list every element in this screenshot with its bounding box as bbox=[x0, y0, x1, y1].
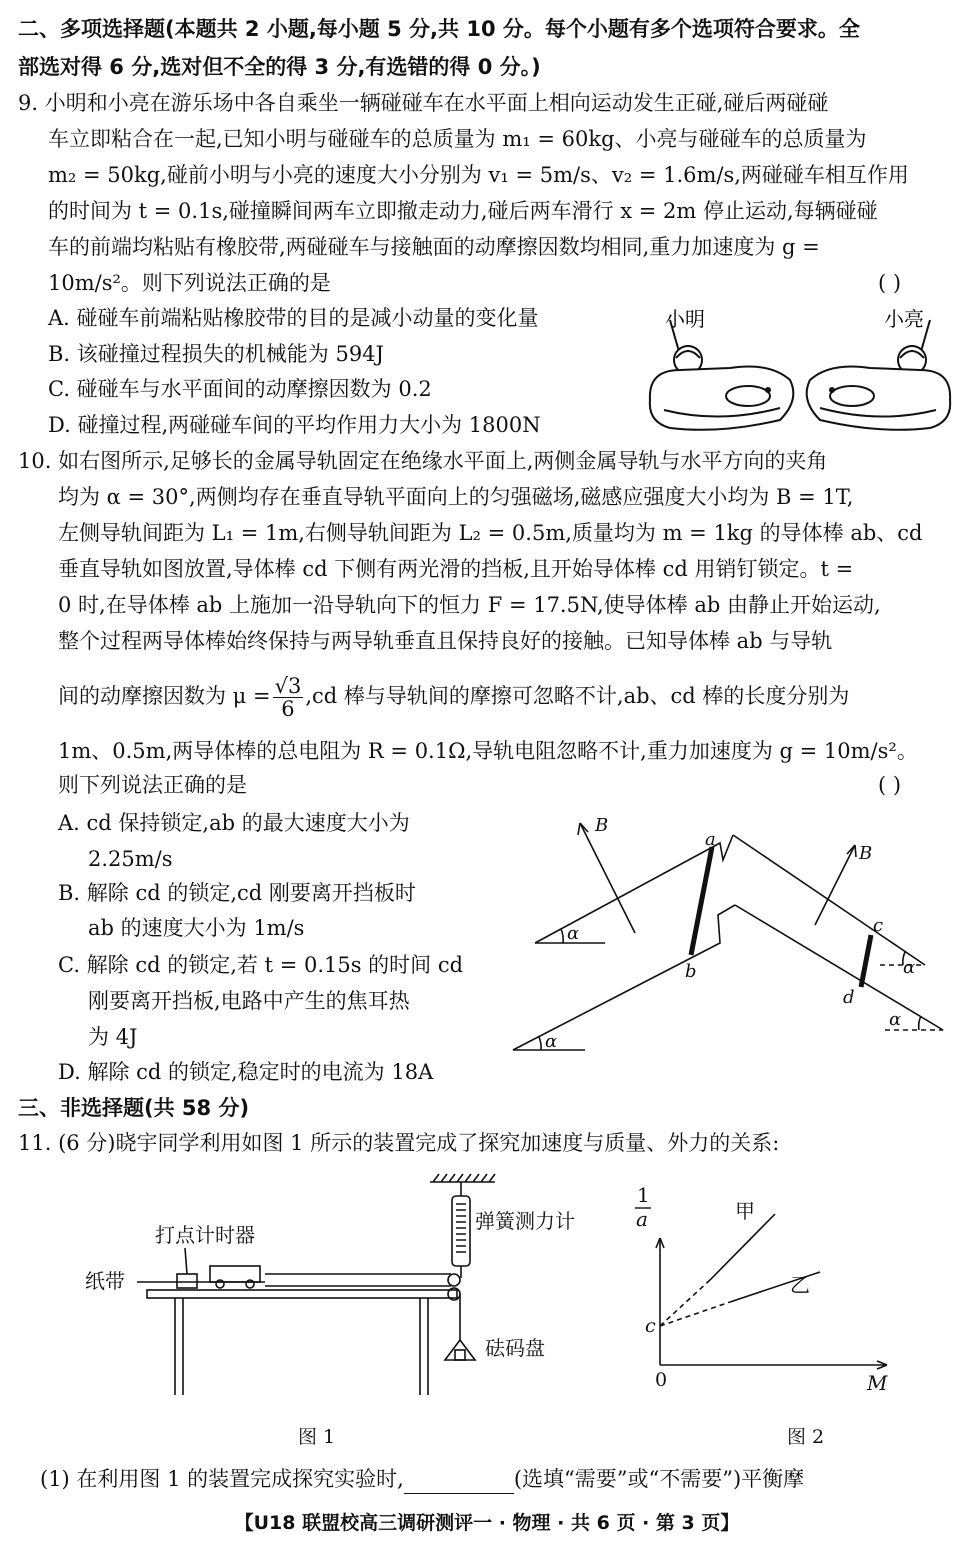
label-a: a bbox=[705, 829, 716, 850]
tape-label: 纸带 bbox=[85, 1269, 125, 1293]
graph-figure bbox=[625, 1180, 905, 1395]
timer-label: 打点计时器 bbox=[155, 1223, 255, 1247]
q10-option-a-cont: 2.25m/s bbox=[88, 847, 173, 871]
q10-line: 1m、0.5m,两导体棒的总电阻为 R = 0.1Ω,导轨电阻忽略不计,重力加速度为 g = 10m/s²。 bbox=[58, 739, 918, 763]
q11-sub1-prefix: (1) 在利用图 1 的装置完成探究实验时, bbox=[40, 1467, 404, 1491]
section2-heading-line2: 部选对得 6 分,选对但不全的得 3 分,有选错的得 0 分。) bbox=[18, 55, 541, 79]
q9-option-b: B. 该碰撞过程损失的机械能为 594J bbox=[48, 342, 384, 366]
q11-sub1 bbox=[40, 1464, 804, 1494]
q10-line: 则下列说法正确的是 bbox=[58, 773, 247, 797]
q9-line: 10m/s²。则下列说法正确的是 bbox=[48, 271, 331, 295]
q10-option-a: A. cd 保持锁定,ab 的最大速度大小为 bbox=[58, 811, 410, 835]
xiaoliang-label: 小亮 bbox=[884, 307, 924, 331]
q10-answer-bracket: ( ) bbox=[878, 773, 902, 797]
q11-sub1-suffix: (选填“需要”或“不需要”)平衡摩 bbox=[513, 1467, 805, 1491]
section2-heading-line1: 二、多项选择题(本题共 2 小题,每小题 5 分,共 10 分。每个小题有多个选项符合要求。全 bbox=[18, 17, 860, 41]
label-jia: 甲 bbox=[735, 1199, 755, 1223]
table-legs bbox=[175, 1298, 428, 1395]
y-label-numerator: 1 bbox=[637, 1183, 650, 1207]
q10-line: 左侧导轨间距为 L₁ = 1m,右侧导轨间距为 L₂ = 0.5m,质量均为 m = 1kg 的导体棒 ab、cd bbox=[58, 521, 923, 545]
alpha-label: α bbox=[567, 923, 580, 944]
rails-figure bbox=[505, 805, 950, 1060]
line-jia-dashed bbox=[660, 1280, 710, 1326]
fig1-caption: 图 1 bbox=[298, 1426, 336, 1448]
b-label-right: B bbox=[859, 843, 873, 864]
q10-option-b: B. 解除 cd 的锁定,cd 刚要离开挡板时 bbox=[58, 881, 416, 905]
q9-option-d: D. 碰撞过程,两碰碰车间的平均作用力大小为 1800N bbox=[48, 413, 541, 437]
pan-label: 砝码盘 bbox=[485, 1336, 545, 1360]
q10-option-b-cont: ab 的速度大小为 1m/s bbox=[88, 916, 305, 940]
q11-line: 11. (6 分)晓宇同学利用如图 1 所示的装置完成了探究加速度与质量、外力的关系: bbox=[18, 1131, 780, 1155]
section3-heading: 三、非选择题(共 58 分) bbox=[18, 1096, 250, 1120]
pulley bbox=[448, 1274, 460, 1286]
q10-line: 0 时,在导体棒 ab 上施加一沿导轨向下的恒力 F = 17.5N,使导体棒 ab 由静止开始运动, bbox=[58, 593, 881, 617]
q9-line: 的时间为 t = 0.1s,碰撞瞬间两车立即撤走动力,碰后两车滑行 x = 2m 停止运动,每辆碰碰 bbox=[48, 199, 878, 223]
alpha-label: α bbox=[903, 957, 916, 978]
q10-option-c-cont: 刚要离开挡板,电路中产生的焦耳热 bbox=[88, 989, 410, 1013]
label-d: d bbox=[843, 987, 855, 1008]
q10-option-d: D. 解除 cd 的锁定,稳定时的电流为 18A bbox=[58, 1060, 434, 1084]
q10-line: 整个过程两导体棒始终保持与两导轨垂直且保持良好的接触。已知导体棒 ab 与导轨 bbox=[58, 629, 833, 653]
table-top bbox=[147, 1290, 457, 1298]
x-label: M bbox=[867, 1371, 888, 1395]
q10-line: 均为 α = 30°,两侧均存在垂直导轨平面向上的匀强磁场,磁感应强度大小均为 B = 1T, bbox=[58, 485, 854, 509]
label-c: c bbox=[873, 915, 884, 936]
spring-scale bbox=[452, 1196, 470, 1266]
mu-denominator: 6 bbox=[281, 697, 295, 721]
q10-option-c-cont: 为 4J bbox=[88, 1025, 138, 1049]
page-footer: 【U18 联盟校高三调研测评一 · 物理 · 共 6 页 · 第 3 页】 bbox=[234, 1512, 740, 1534]
q9-option-c: C. 碰碰车与水平面间的动摩擦因数为 0.2 bbox=[48, 377, 432, 401]
fig2-caption: 图 2 bbox=[787, 1426, 825, 1448]
xiaoming-label: 小明 bbox=[665, 307, 705, 331]
q10-mu-prefix: 间的动摩擦因数为 μ = bbox=[58, 684, 271, 708]
line-yi-dashed bbox=[660, 1302, 730, 1326]
q9-answer-bracket: ( ) bbox=[878, 271, 902, 295]
right-bumper-car bbox=[807, 320, 950, 430]
cart bbox=[210, 1266, 260, 1282]
apparatus-figure bbox=[75, 1170, 615, 1400]
label-b: b bbox=[685, 961, 697, 982]
q10-mu-line bbox=[58, 668, 849, 724]
ticker-timer bbox=[177, 1274, 197, 1288]
line-jia bbox=[710, 1214, 775, 1280]
right-upper-rail bbox=[733, 835, 925, 965]
q10-mu-suffix: ,cd 棒与导轨间的摩擦可忽略不计,ab、cd 棒的长度分别为 bbox=[305, 684, 850, 708]
q10-option-c: C. 解除 cd 的锁定,若 t = 0.15s 的时间 cd bbox=[58, 953, 464, 977]
alpha-label: α bbox=[889, 1009, 902, 1030]
b-field-arrow bbox=[580, 823, 635, 933]
mu-numerator: √3 bbox=[274, 674, 302, 698]
q9-line: m₂ = 50kg,碰前小明与小亮的速度大小分别为 v₁ = 5m/s、v₂ = 1.6m/s,两碰碰车相互作用 bbox=[48, 163, 909, 187]
q9-option-a: A. 碰碰车前端粘贴橡胶带的目的是减小动量的变化量 bbox=[48, 306, 539, 330]
q9-line: 9. 小明和小亮在游乐场中各自乘坐一辆碰碰车在水平面上相向运动发生正碰,碰后两碰碰 bbox=[18, 91, 829, 115]
alpha-label: α bbox=[545, 1031, 558, 1052]
rod-ab bbox=[691, 847, 712, 955]
bumper-cars-figure bbox=[640, 300, 960, 440]
b-label-left: B bbox=[595, 815, 609, 836]
q9-line: 车的前端均粘贴有橡胶带,两碰碰车与接触面的动摩擦因数均相同,重力加速度为 g = bbox=[48, 235, 820, 259]
intercept-c: c bbox=[645, 1315, 656, 1337]
q10-line: 垂直导轨如图放置,导体棒 cd 下侧有两光滑的挡板,且开始导体棒 cd 用销钉锁定。t = bbox=[58, 557, 854, 581]
left-lower-rail bbox=[513, 905, 735, 1050]
q11-sub1-blank[interactable] bbox=[404, 1471, 514, 1494]
q9-line: 车立即粘合在一起,已知小明与碰碰车的总质量为 m₁ = 60kg、小亮与碰碰车的总质量为 bbox=[48, 127, 867, 151]
left-bumper-car bbox=[650, 320, 794, 430]
rod-cd bbox=[861, 935, 871, 987]
q10-line: 10. 如右图所示,足够长的金属导轨固定在绝缘水平面上,两侧金属导轨与水平方向的夹角 bbox=[18, 449, 828, 473]
label-yi: 乙 bbox=[790, 1273, 810, 1297]
y-label-denominator: a bbox=[636, 1207, 648, 1231]
spring-label: 弹簧测力计 bbox=[475, 1209, 575, 1233]
mu-fraction bbox=[273, 675, 304, 720]
origin-label: 0 bbox=[655, 1369, 668, 1391]
